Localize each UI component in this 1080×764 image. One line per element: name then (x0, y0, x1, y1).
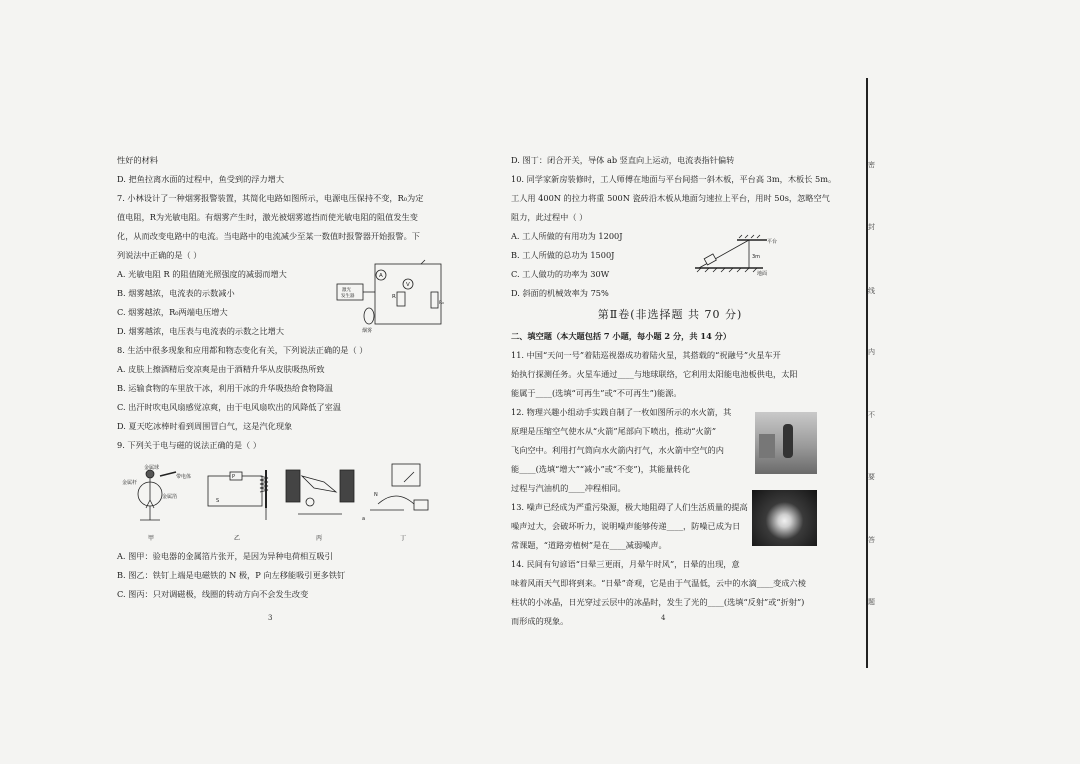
option-line: D. 斜面的机械效率为 75% (511, 288, 609, 298)
label-metal-ball: 金属球 (144, 465, 160, 471)
label-ground: 地面 (757, 271, 768, 277)
label-metal-rod: 金属杆 (122, 480, 138, 486)
question-14-line: 味着风雨天气即将到来。“日晕”奇观，它是由于气温低，云中的水滴____变成六棱 (511, 578, 806, 588)
question-10-line: 阻力，此过程中（ ） (511, 212, 588, 222)
option-line: B. 烟雾越浓，电流表的示数减小 (117, 288, 235, 298)
ammeter-label: A (379, 273, 383, 279)
page-number-left: 3 (268, 614, 273, 622)
label-yi: 乙 (234, 535, 241, 542)
option-line: C. 烟雾越浓，R₀两端电压增大 (117, 307, 228, 317)
question-13-line: 常课题，“道路旁植树”是在____减弱噪声。 (511, 540, 667, 550)
laser-label-2: 发生器 (341, 294, 355, 299)
label-a: a (362, 516, 366, 522)
question-13-line: 噪声过大，会破坏听力，说明噪声能够传递____，防噪已成为日 (511, 521, 741, 531)
label-platform: 平台 (767, 239, 778, 245)
electromagnetism-figures (118, 462, 448, 544)
margin-mark: 要 (868, 473, 875, 481)
voltmeter-label: V (406, 282, 410, 288)
option-line: B. 运输食物的车里放干冰，利用干冰的升华吸热给食物降温 (117, 383, 333, 393)
label-charged-body: 带电体 (176, 474, 192, 480)
margin-mark: 题 (868, 598, 875, 606)
question-12-line: 能____(选填“增大”“减小”或“不变”)，其能量转化 (511, 464, 690, 474)
section-title: 第Ⅱ卷(非选择题 共 70 分) (597, 308, 743, 321)
laser-label: 激光 (342, 288, 351, 293)
option-line: B. 图乙：铁钉上端是电磁铁的 N 极，P 向左移能吸引更多铁钉 (117, 570, 346, 580)
option-line: B. 工人所做的总功为 1500J (511, 250, 615, 260)
smoke-label: 烟雾 (362, 328, 373, 334)
option-line: D. 夏天吃冰棒时看到周围冒白气，这是汽化现象 (117, 421, 293, 431)
resistor-r-label: R (392, 294, 396, 300)
margin-mark: 内 (868, 348, 875, 356)
margin-mark: 封 (868, 223, 875, 231)
question-7-line: 7. 小林设计了一种烟雾报警装置，其简化电路如图所示，电源电压保持不变，R₀为定 (117, 193, 424, 203)
margin-mark: 答 (868, 536, 875, 544)
question-9-options (117, 547, 345, 604)
option-line: C. 出汗时吹电风扇感觉凉爽，由于电风扇吹出的风降低了室温 (117, 402, 342, 412)
label-n: N (374, 492, 378, 498)
question-12-line: 12. 物理兴趣小组动手实践自制了一枚如图所示的水火箭，其 (511, 407, 732, 417)
label-s: S (216, 498, 220, 504)
person-silhouette (783, 424, 793, 458)
text-line: 性好的材料 (117, 155, 158, 165)
page-number-right: 4 (661, 614, 666, 622)
section-heading: 二、填空题（本大题包括 7 小题，每小题 2 分，共 14 分） (511, 331, 732, 341)
label-metal-foil: 金属箔 (162, 494, 178, 500)
margin-mark: 线 (868, 287, 875, 295)
question-7-line: 化，从而改变电路中的电流。当电路中的电流减少至某一数值时报警器开始报警。下 (117, 231, 420, 241)
smoke-alarm-circuit-figure (335, 262, 445, 340)
label-bing: 丙 (316, 535, 323, 542)
question-8-line: 8. 生活中很多现象和应用都和物态变化有关，下列说法正确的是（ ） (117, 345, 368, 355)
question-9-line: 9. 下列关于电与磁的说法正确的是（ ） (117, 440, 262, 450)
option-line: A. 工人所做的有用功为 1200J (511, 231, 623, 241)
label-height: 3m (752, 254, 761, 260)
question-11-line: 能属于____(选填“可再生”或“不可再生”)能源。 (511, 388, 682, 398)
text-line: D. 把鱼拉离水面的过程中，鱼受到的浮力增大 (117, 174, 285, 184)
label-ding: 丁 (400, 535, 407, 542)
question-10-line: 10. 同学家新房装修时，工人师傅在地面与平台间搭一斜木板，平台高 3m，木板长 5m。 (511, 174, 837, 184)
question-12-line: 飞向空中。利用打气筒向水火箭内打气，水火箭中空气的内 (511, 445, 724, 455)
option-line: D. 图丁：闭合开关，导体 ab 竖直向上运动，电流表指针偏转 (511, 155, 735, 165)
question-12-line: 原理是压缩空气使水从“火箭”尾部向下喷出，推动“火箭” (511, 426, 717, 436)
option-line: A. 光敏电阻 R 的阻值随光照强度的减弱而增大 (117, 269, 287, 279)
question-13-line: 13. 噪声已经成为严重污染源，极大地阻碍了人们生活质量的提高 (511, 502, 748, 512)
label-jia: 甲 (148, 535, 155, 542)
option-line: A. 图甲：验电器的金属箔片张开，是因为异种电荷相互吸引 (117, 551, 333, 561)
margin-mark: 密 (868, 161, 875, 169)
question-14-line: 14. 民间有句谚语“日晕三更雨，月晕午时风”，日晕的出现，意 (511, 559, 740, 569)
incline-figure (693, 232, 778, 280)
question-11-line: 11. 中国“天问一号”着陆巡视器成功着陆火星，其搭载的“祝融号”火星车开 (511, 350, 781, 360)
question-12-line: 过程与汽油机的____冲程相同。 (511, 483, 626, 493)
question-7-line: 值电阻，R为光敏电阻。有烟雾产生时，激光被烟雾遮挡而使光敏电阻的阻值发生变 (117, 212, 418, 222)
building-silhouette (759, 434, 775, 458)
tunnel-noise-barrier-photo (752, 490, 817, 546)
right-page-text (511, 151, 837, 631)
option-line: C. 工人做功的功率为 30W (511, 269, 610, 279)
water-rocket-photo (755, 412, 817, 474)
question-10-line: 工人用 400N 的拉力将重 500N 瓷砖沿木板从地面匀速拉上平台，用时 50s，忽略空气 (511, 193, 830, 203)
margin-mark: 不 (868, 411, 875, 419)
option-line: C. 图丙：只对调磁极，线圈的转动方向不会发生改变 (117, 589, 309, 599)
question-7-line: 列说法中正确的是（ ） (117, 250, 202, 260)
question-14-line: 而形成的现象。 (511, 616, 569, 626)
question-14-line: 柱状的小冰晶，日光穿过云层中的冰晶时，发生了光的____(选填“反射”或“折射”) (511, 597, 805, 607)
question-11-line: 始执行探测任务。火星车通过____与地球联络，它利用太阳能电池板供电，太阳 (511, 369, 798, 379)
label-p: P (232, 474, 236, 480)
option-line: A. 皮肤上擦酒精后变凉爽是由于酒精升华从皮肤吸热所致 (117, 364, 325, 374)
option-line: D. 烟雾越浓，电压表与电流表的示数之比增大 (117, 326, 285, 336)
resistor-r0-label: R₀ (439, 301, 444, 306)
